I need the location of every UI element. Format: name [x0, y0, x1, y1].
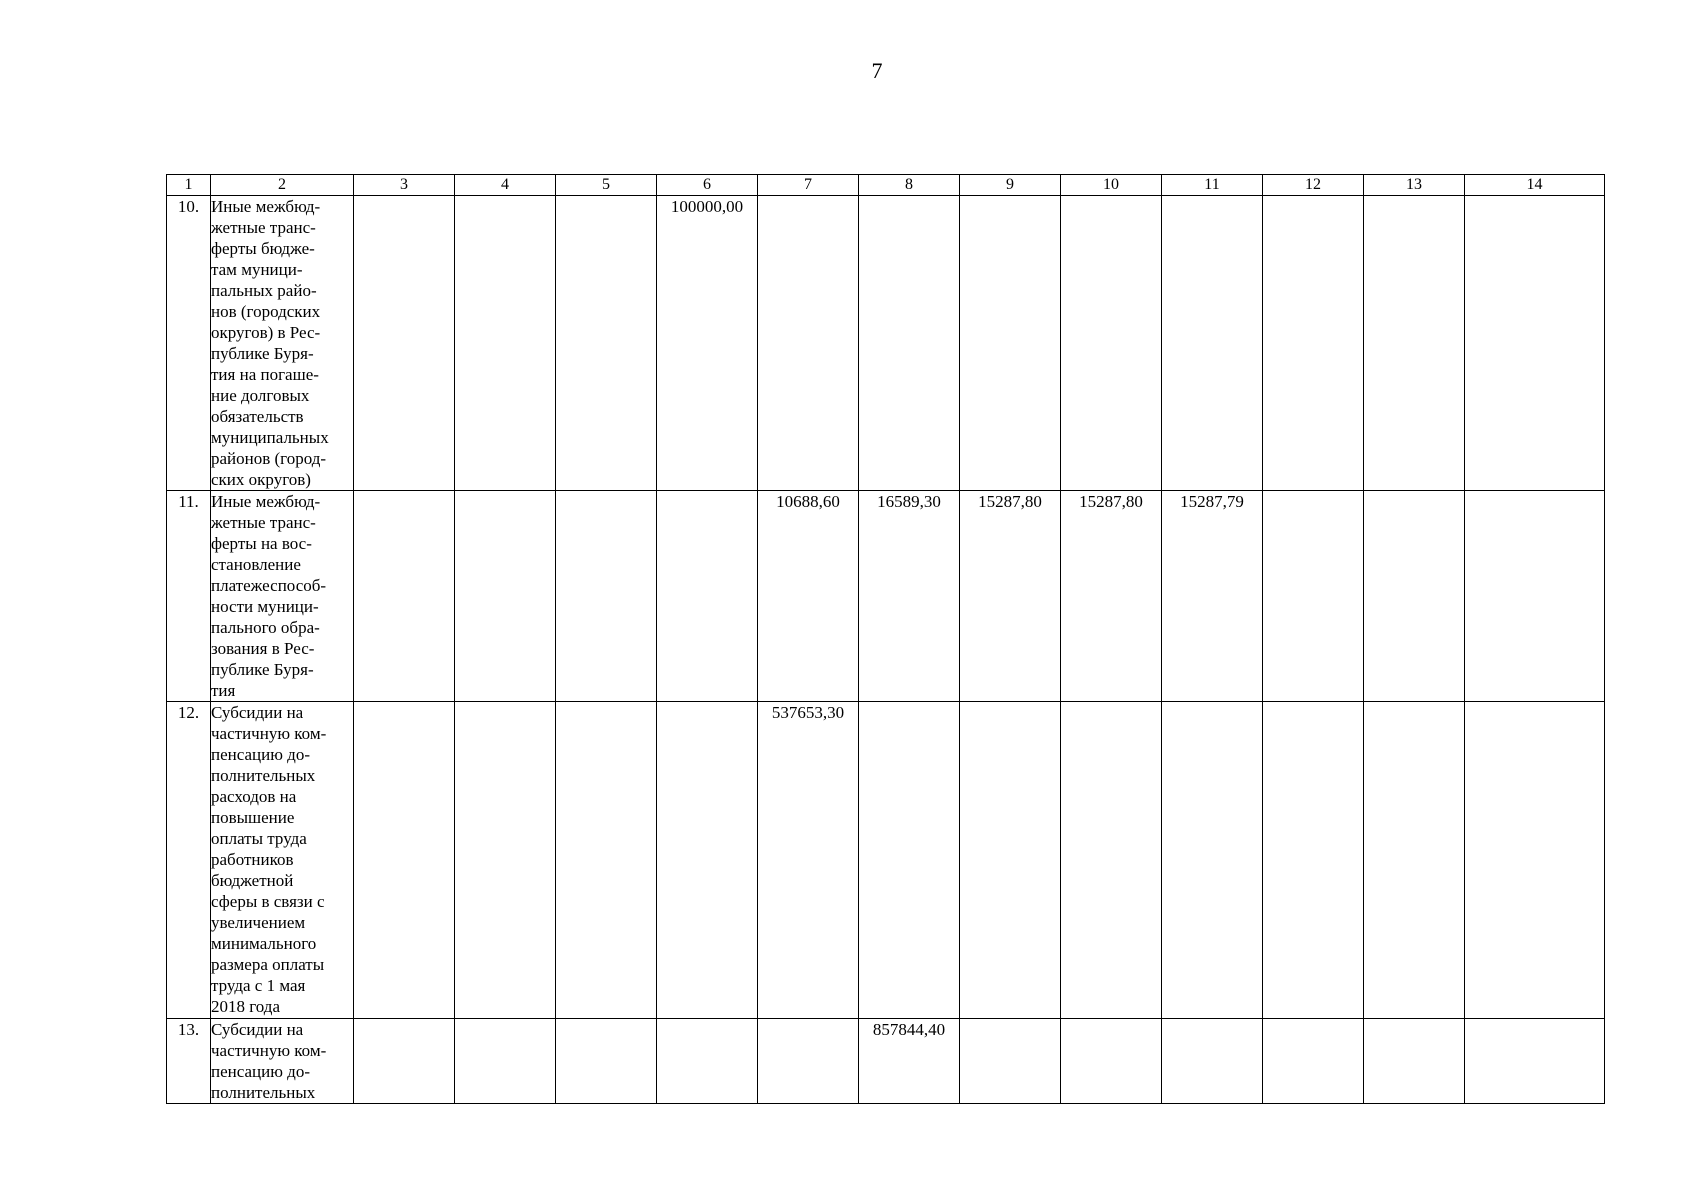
- value-cell-col-12: [1263, 1019, 1364, 1104]
- row-name-line: районов (город-: [211, 449, 327, 468]
- value-cell-col-11: [1162, 1019, 1263, 1104]
- column-header-4: 4: [455, 175, 556, 196]
- value-cell-col-9: [960, 702, 1061, 1019]
- value-cell-col-13: [1364, 1019, 1465, 1104]
- column-header-8: 8: [859, 175, 960, 196]
- column-header-9: 9: [960, 175, 1061, 196]
- row-name-line: обязательств: [211, 407, 304, 426]
- row-name-line: зования в Рес-: [211, 639, 315, 658]
- value-cell-col-12: [1263, 491, 1364, 702]
- row-name-line: пальных райо-: [211, 281, 317, 300]
- value-cell-col-13: [1364, 196, 1465, 491]
- value-cell-col-4: [455, 491, 556, 702]
- row-name-line: платежеспособ-: [211, 576, 327, 595]
- row-name: [211, 702, 354, 1019]
- column-header-1: 1: [167, 175, 211, 196]
- row-name-line: размера оплаты: [211, 955, 325, 974]
- row-name-line: 2018 года: [211, 997, 281, 1016]
- value-cell-col-11: [1162, 702, 1263, 1019]
- table-row: [167, 196, 1605, 491]
- value-cell-col-10: [1061, 1019, 1162, 1104]
- row-name-line: Субсидии на: [211, 703, 304, 722]
- value-cell-col-7: 10688,60: [758, 491, 859, 702]
- row-number: 12.: [167, 702, 211, 1019]
- row-name-line: пенсацию до-: [211, 1062, 310, 1081]
- value-cell-col-5: [556, 196, 657, 491]
- table-row: [167, 1019, 1605, 1104]
- value-cell-col-10: [1061, 196, 1162, 491]
- row-name-line: частичную ком-: [211, 1041, 327, 1060]
- row-name-line: полнительных: [211, 766, 316, 785]
- row-name-line: оплаты труда: [211, 829, 307, 848]
- column-header-3: 3: [354, 175, 455, 196]
- row-name-line: округов) в Рес-: [211, 323, 321, 342]
- row-name-line: Иные межбюд-: [211, 492, 321, 511]
- row-name-line: расходов на: [211, 787, 297, 806]
- value-cell-col-5: [556, 702, 657, 1019]
- value-cell-col-4: [455, 196, 556, 491]
- value-cell-col-5: [556, 1019, 657, 1104]
- row-name-line: тия на погаше-: [211, 365, 319, 384]
- value-cell-col-7: 537653,30: [758, 702, 859, 1019]
- value-cell-col-9: [960, 1019, 1061, 1104]
- row-name-line: сферы в связи с: [211, 892, 325, 911]
- row-name-line: увеличением: [211, 913, 306, 932]
- value-cell-col-10: 15287,80: [1061, 491, 1162, 702]
- value-cell-col-3: [354, 196, 455, 491]
- row-name-line: там муници-: [211, 260, 303, 279]
- row-name-line: муниципальных: [211, 428, 329, 447]
- value-cell-col-6: [657, 1019, 758, 1104]
- value-cell-col-6: 100000,00: [657, 196, 758, 491]
- row-name-line: пального обра-: [211, 618, 320, 637]
- value-cell-col-14: [1465, 196, 1605, 491]
- value-cell-col-13: [1364, 491, 1465, 702]
- value-cell-col-11: 15287,79: [1162, 491, 1263, 702]
- table-row: [167, 702, 1605, 1019]
- row-name-line: нов (городских: [211, 302, 321, 321]
- row-name-line: полнительных: [211, 1083, 316, 1102]
- value-cell-col-13: [1364, 702, 1465, 1019]
- column-header-13: 13: [1364, 175, 1465, 196]
- row-name-line: ферты на вос-: [211, 534, 312, 553]
- row-name-line: повышение: [211, 808, 295, 827]
- row-name-line: становление: [211, 555, 301, 574]
- budget-table: [166, 174, 1605, 1104]
- column-header-7: 7: [758, 175, 859, 196]
- row-name: [211, 491, 354, 702]
- column-header-14: 14: [1465, 175, 1605, 196]
- value-cell-col-7: [758, 1019, 859, 1104]
- column-header-5: 5: [556, 175, 657, 196]
- column-header-11: 11: [1162, 175, 1263, 196]
- row-name-line: ферты бюдже-: [211, 239, 315, 258]
- value-cell-col-6: [657, 702, 758, 1019]
- row-name-line: Иные межбюд-: [211, 197, 321, 216]
- value-cell-col-14: [1465, 491, 1605, 702]
- value-cell-col-14: [1465, 702, 1605, 1019]
- row-name: [211, 196, 354, 491]
- column-header-12: 12: [1263, 175, 1364, 196]
- row-number: 13.: [167, 1019, 211, 1104]
- row-name: [211, 1019, 354, 1104]
- value-cell-col-12: [1263, 702, 1364, 1019]
- row-number: 11.: [167, 491, 211, 702]
- header-row: [167, 175, 1605, 196]
- row-name-line: минимального: [211, 934, 317, 953]
- value-cell-col-3: [354, 491, 455, 702]
- row-name-line: публике Буря-: [211, 660, 314, 679]
- value-cell-col-8: [859, 196, 960, 491]
- row-name-line: ских округов): [211, 470, 311, 489]
- value-cell-col-9: [960, 196, 1061, 491]
- row-name-line: тия: [211, 681, 236, 700]
- row-name-line: ности муници-: [211, 597, 319, 616]
- row-name-line: публике Буря-: [211, 344, 314, 363]
- row-number: 10.: [167, 196, 211, 491]
- value-cell-col-8: 16589,30: [859, 491, 960, 702]
- row-name-line: ние долговых: [211, 386, 310, 405]
- value-cell-col-10: [1061, 702, 1162, 1019]
- column-header-6: 6: [657, 175, 758, 196]
- row-name-line: работников: [211, 850, 294, 869]
- row-name-line: частичную ком-: [211, 724, 327, 743]
- value-cell-col-8: [859, 702, 960, 1019]
- value-cell-col-5: [556, 491, 657, 702]
- value-cell-col-7: [758, 196, 859, 491]
- value-cell-col-14: [1465, 1019, 1605, 1104]
- row-name-line: пенсацию до-: [211, 745, 310, 764]
- column-header-2: 2: [211, 175, 354, 196]
- value-cell-col-4: [455, 702, 556, 1019]
- value-cell-col-8: 857844,40: [859, 1019, 960, 1104]
- table-row: [167, 491, 1605, 702]
- value-cell-col-11: [1162, 196, 1263, 491]
- value-cell-col-9: 15287,80: [960, 491, 1061, 702]
- value-cell-col-3: [354, 1019, 455, 1104]
- row-name-line: труда с 1 мая: [211, 976, 306, 995]
- column-header-10: 10: [1061, 175, 1162, 196]
- value-cell-col-6: [657, 491, 758, 702]
- row-name-line: Субсидии на: [211, 1020, 304, 1039]
- row-name-line: жетные транс-: [211, 218, 316, 237]
- page-number: 7: [871, 58, 883, 83]
- row-name-line: жетные транс-: [211, 513, 316, 532]
- value-cell-col-4: [455, 1019, 556, 1104]
- row-name-line: бюджетной: [211, 871, 294, 890]
- value-cell-col-3: [354, 702, 455, 1019]
- value-cell-col-12: [1263, 196, 1364, 491]
